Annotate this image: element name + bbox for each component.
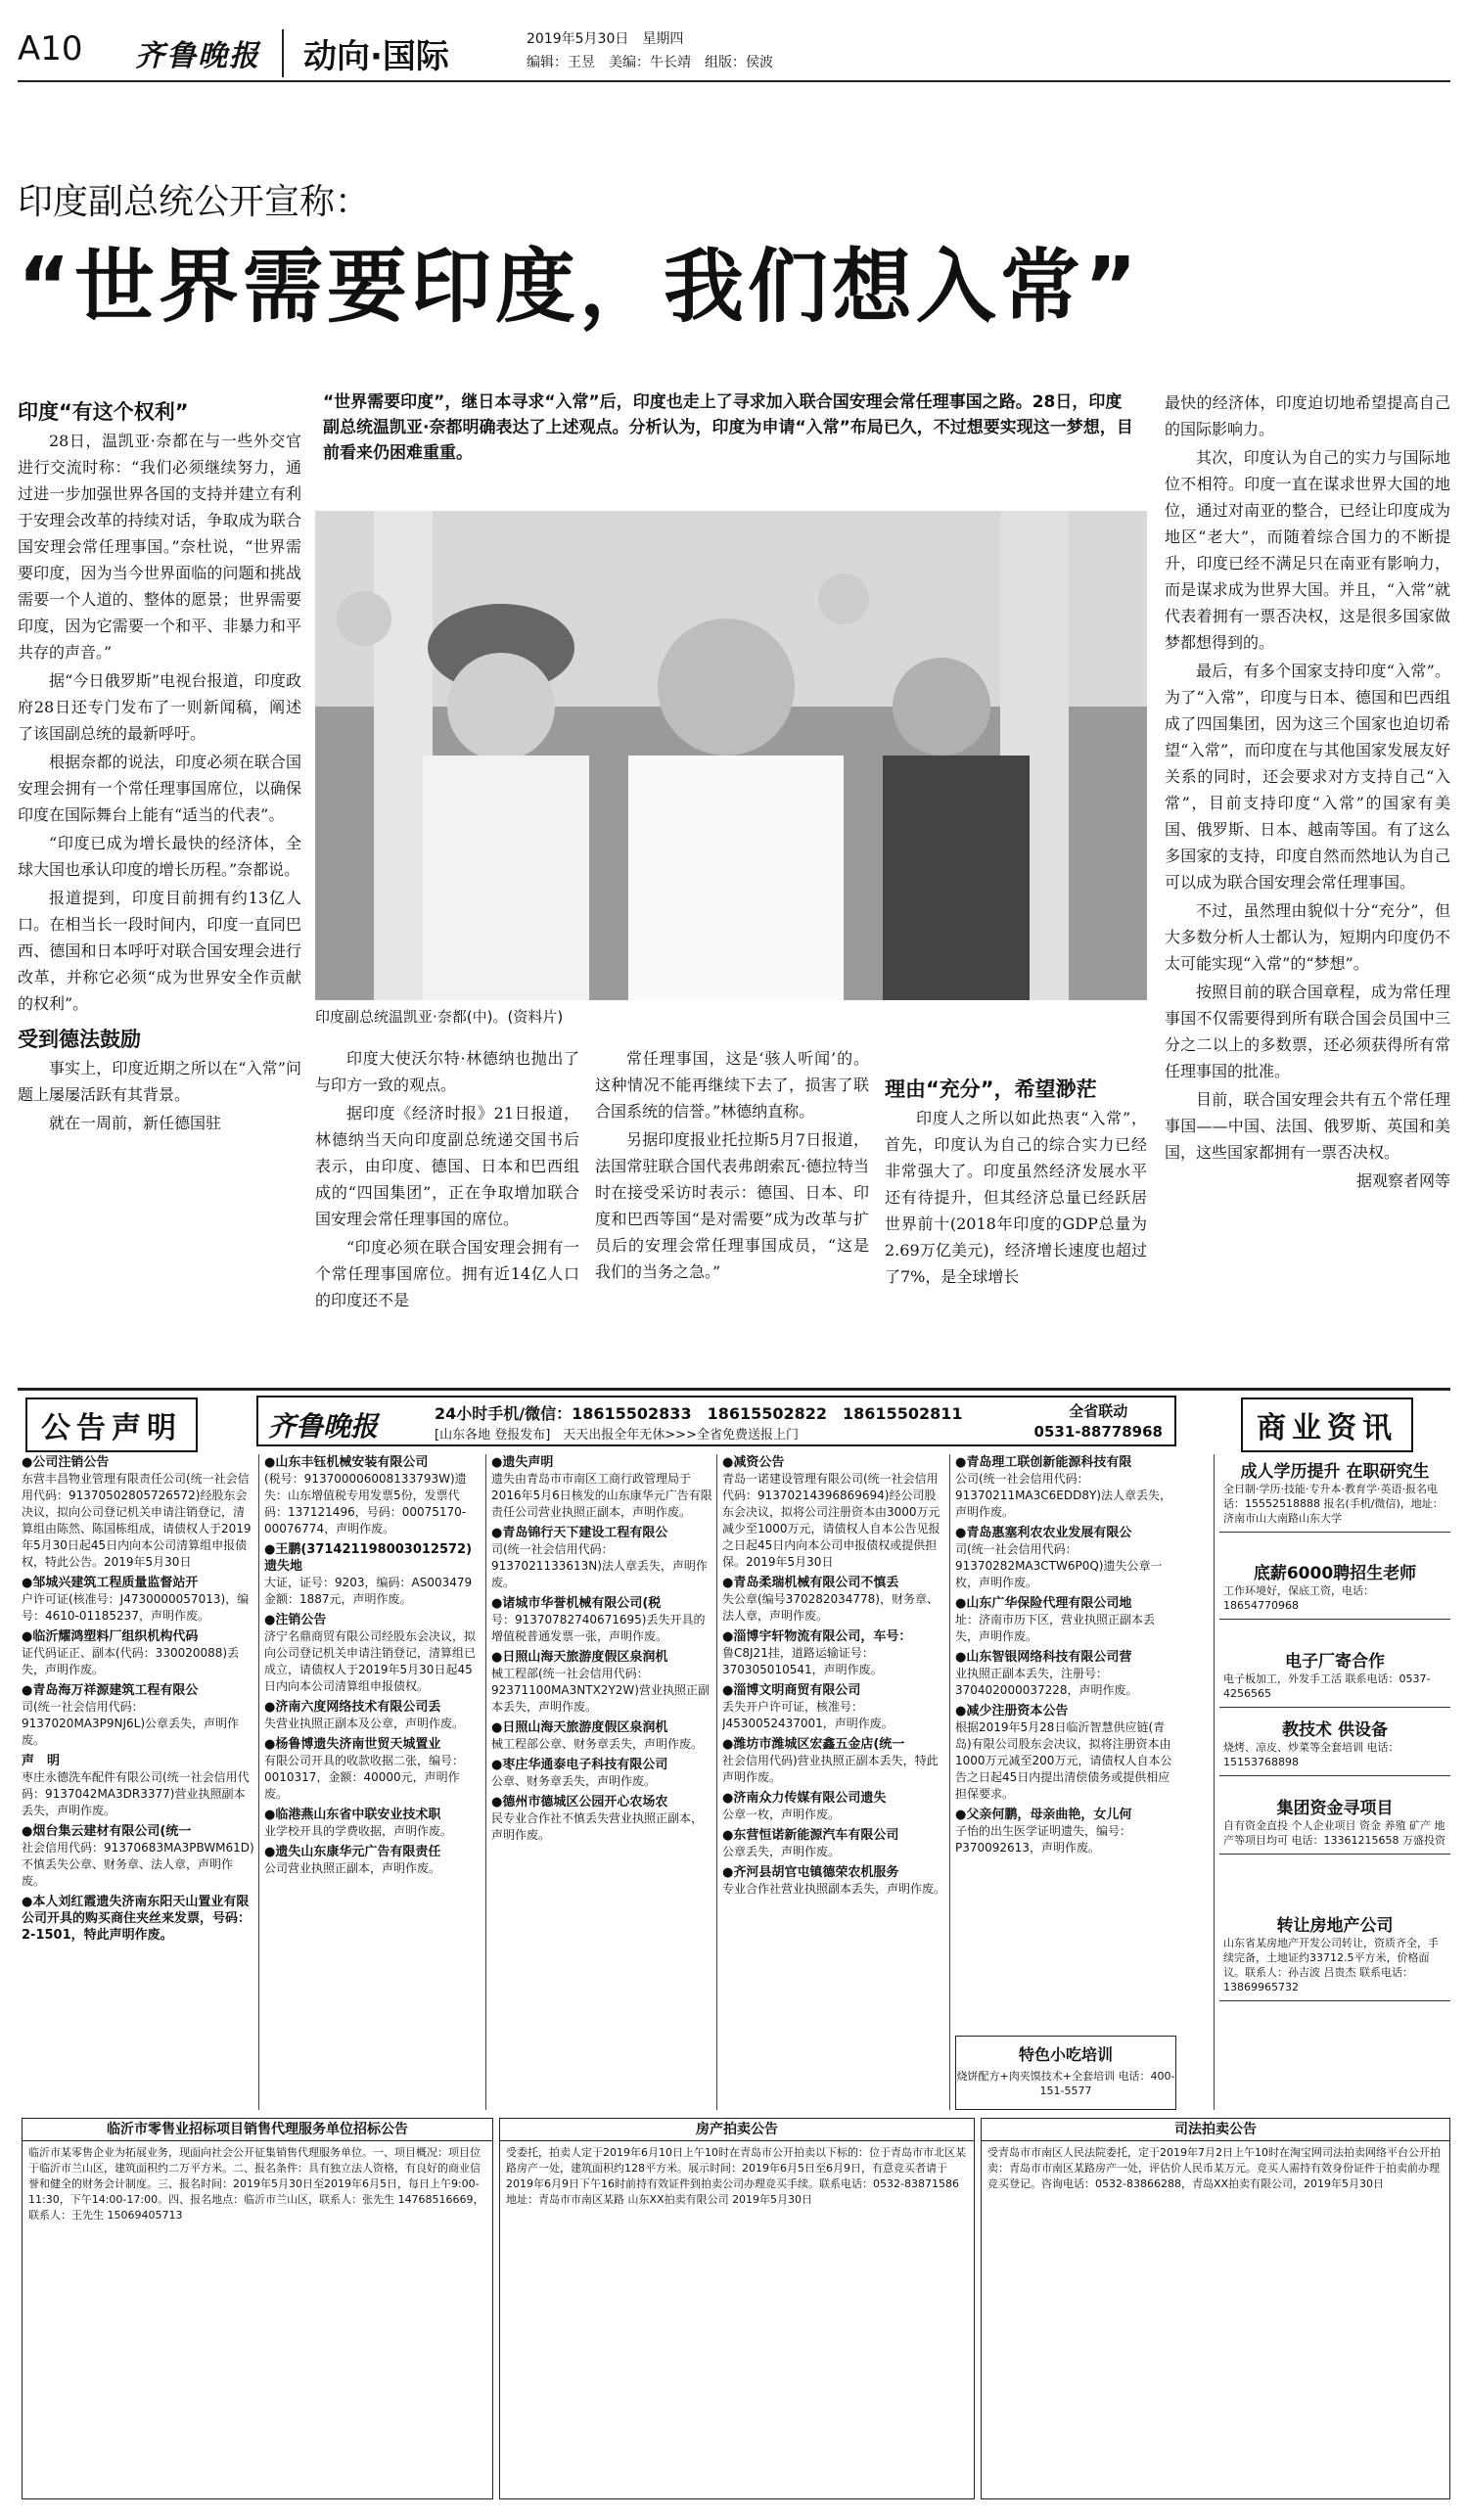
business-ad-title: 转让房地产公司 bbox=[1276, 1916, 1394, 1936]
business-ad-body: 山东省某房地产开发公司转让，资质齐全，手续完备，土地证约33712.5平方米，价格面议。联系人：孙吉波 吕贵杰 联系电话：13869965732 bbox=[1223, 1937, 1439, 1993]
notice-item bbox=[722, 1454, 945, 1571]
business-ad bbox=[1219, 1791, 1450, 1855]
notice-title: ●德州市德城区公园开心农场农 bbox=[491, 1795, 668, 1810]
notice-item bbox=[264, 1612, 482, 1695]
notice-body: 根据2019年5月28日临沂智慧供应链(青岛)有限公司股东会决议，拟将注册资本由1000万元减至200万元，请债权人自本公告之日起45日内提出清偿债务或提供相应担保要求。 bbox=[955, 1720, 1172, 1801]
bottom-notice bbox=[981, 2118, 1450, 2499]
notice-item bbox=[722, 1790, 945, 1823]
notice-body: 证代码证正、副本(代码：330020088)丢失，声明作废。 bbox=[22, 1646, 240, 1676]
notice-body: 械工程部(统一社会信用代码：92371100MA3NTX2Y2W)营业执照正副本丢失，声明作废。 bbox=[491, 1667, 710, 1714]
notice-title: ●父亲何鹏，母亲曲艳，女儿何 bbox=[955, 1808, 1132, 1822]
notice-title: ●枣庄华通泰电子科技有限公司 bbox=[491, 1758, 668, 1772]
notice-item bbox=[722, 1827, 945, 1860]
subhead-reasons: 理由“充分”，希望渺茫 bbox=[885, 1077, 1097, 1101]
paragraph: 28日，温凯亚·奈都在与一些外交官进行交流时称：“我们必须继续努力，通过进一步加强世界各国的支持并建立有利于安理会改革的持续对话，争取成为联合国安理会常任理事国。”奈杜说，“世界需要印度，因为当今世界面临的问题和挑战需要一个人道的、整体的愿景；世界需要印度，因为它需要一个和平、非暴力和平共存的声音。” bbox=[18, 432, 301, 662]
notice-item bbox=[264, 1454, 482, 1537]
notice-item bbox=[722, 1628, 945, 1678]
notice-title: ●山东广华保险代理有限公司地 bbox=[955, 1596, 1132, 1611]
bottom-notice-body: 受青岛市市南区人民法院委托，定于2019年7月2日上午10时在淘宝网司法拍卖网络平台公开拍卖：青岛市市南区某路房产一处，评估价人民币某万元。竞买人需持有效身份证件于拍卖前办理竞买登记。咨询电话：0532-83866288，青岛XX拍卖有限公司，2019年5月30日 bbox=[987, 2146, 1441, 2190]
notice-body: 司(统一社会信用代码：91370282MA3CTW6P0Q)遗失公章一枚，声明作废。 bbox=[955, 1542, 1163, 1589]
notice-item bbox=[722, 1736, 945, 1786]
notice-title: ●诸城市华誉机械有限公司(税 bbox=[491, 1596, 662, 1611]
notice-body: 大证，证号：9203，编码：AS003479金额：1887元，声明作废。 bbox=[264, 1576, 473, 1606]
notice-title: ●济南六度网络技术有限公司丢 bbox=[264, 1700, 441, 1715]
notice-item bbox=[264, 1807, 482, 1840]
section-title: 动向·国际 bbox=[282, 29, 449, 77]
business-ad-body: 全日制·学历·技能·专升本·教育学·英语·报名电话：15552518888 报名(手机/微信)，地址：济南市山大南路山东大学 bbox=[1223, 1483, 1444, 1525]
contact-bar bbox=[256, 1396, 1176, 1446]
training-body: 烧饼配方+肉夹馍技术+全套培训 电话：400-151-5577 bbox=[956, 2070, 1175, 2097]
bottom-notice-body: 受委托，拍卖人定于2019年6月10日上午10时在青岛市公开拍卖以下标的：位于青岛市市北区某路房产一处，建筑面积约128平方米。展示时间：2019年6月5日至6月9日，有意竞买者请于2019年6月9日下午16时前持有效证件到拍卖公司办理竞买手续。联系电话：0532-83871586 地址：青岛市市南区某路 山东XX拍卖有限公司 2019年5月30日 bbox=[506, 2146, 966, 2206]
headline: “世界需要印度，我们想入常” bbox=[18, 241, 1141, 334]
notice-item bbox=[491, 1649, 712, 1716]
notice-body: 业学校开具的学费收据，声明作废。 bbox=[264, 1824, 453, 1838]
business-ad-title: 教技术 供设备 bbox=[1282, 1720, 1388, 1740]
article-column-3 bbox=[595, 1045, 869, 1287]
notice-item bbox=[264, 1736, 482, 1803]
subhead-right: 印度“有这个权利” bbox=[18, 400, 189, 424]
business-ad bbox=[1219, 1556, 1450, 1620]
notice-title: ●遗失声明 bbox=[491, 1455, 554, 1470]
paragraph: 另据印度报业托拉斯5月7日报道，法国常驻联合国代表弗朗索瓦·德拉特当时在接受采访时表示：德国、日本、印度和巴西等国“是对需要”成为改革与扩员后的安理会常任理事国成员，“这是我们的当务之急。” bbox=[595, 1130, 869, 1281]
notice-column-c bbox=[491, 1454, 712, 2110]
notice-body: 公章一枚，声明作废。 bbox=[722, 1808, 841, 1821]
notice-body: 失公章(编号370282034778)，财务章、法人章，声明作废。 bbox=[722, 1592, 939, 1623]
business-ad-body: 工作环境好，保底工资，电话：18654770968 bbox=[1223, 1584, 1374, 1612]
notice-item bbox=[264, 1541, 482, 1608]
notice-item bbox=[491, 1525, 712, 1591]
paragraph: 按照目前的联合国章程，成为常任理事国不仅需要得到所有联合国会员国中三分之二以上的多数票，还必须获得所有常任理事国的批准。 bbox=[1165, 983, 1450, 1080]
notice-body: 公章丢失，声明作废。 bbox=[722, 1845, 841, 1858]
paragraph: “印度必须在联合国安理会拥有一个常任理事国席位。拥有近14亿人口的印度还不是 bbox=[315, 1238, 579, 1309]
byline: 据观察者网等 bbox=[1355, 1171, 1450, 1190]
article-lead: “世界需要印度”，继日本寻求“入常”后，印度也走上了寻求加入联合国安理会常任理事国之路。28日，印度副总统温凯亚·奈都明确表达了上述观点。分析认为，印度为申请“入常”布局已久，不过想要实现这一梦想，目前看来仍困难重重。 bbox=[323, 392, 1133, 463]
notice-body: 东营丰昌物业管理有限责任公司(统一社会信用代码：91370502805726572)经股东会决议，拟向公司登记机关申请注销登记，清算组由陈然、陈国栋组成，请债权人于2019年5月30日起45日内向本公司清算组申报债权，特此公告。2019年5月30日 bbox=[22, 1472, 252, 1569]
notice-item bbox=[22, 1454, 254, 1571]
notice-body: 公司营业执照正副本，声明作废。 bbox=[264, 1861, 441, 1875]
notice-item bbox=[955, 1525, 1176, 1591]
notice-title: ●烟台集云建材有限公司(统一 bbox=[22, 1824, 192, 1839]
page-number: A10 bbox=[18, 29, 83, 69]
notice-item bbox=[491, 1757, 712, 1790]
notice-title: ●临沂耀鸿塑料厂组织机构代码 bbox=[22, 1629, 199, 1644]
notice-title: ●青岛理工联创新能源科技有限 bbox=[955, 1455, 1132, 1470]
business-ad-title: 电子厂寄合作 bbox=[1285, 1652, 1385, 1672]
notice-body: 鲁C8J21挂，道路运输证号：370305010541，声明作废。 bbox=[722, 1646, 883, 1676]
notice-item bbox=[722, 1682, 945, 1732]
notice-body: 公司(统一社会信用代码：91370211MA3C6EDD8Y)法人章丢失，声明作废。 bbox=[955, 1472, 1171, 1519]
hotline-label: 全省联动 bbox=[1069, 1402, 1128, 1420]
divider bbox=[949, 1454, 950, 2110]
paragraph: 据“今日俄罗斯”电视台报道，印度政府28日还专门发布了一则新闻稿，阐述了该国副总统的最新呼吁。 bbox=[18, 671, 301, 743]
notice-item bbox=[955, 1595, 1176, 1645]
notice-item bbox=[955, 1703, 1176, 1803]
paragraph: 不过，虽然理由貌似十分“充分”，但大多数分析人士都认为，短期内印度仍不太可能实现“入常”的“梦想”。 bbox=[1165, 901, 1450, 973]
paragraph: 印度人之所以如此热衷“入常”，首先，印度认为自己的综合实力已经非常强大了。印度虽然经济发展水平还有待提升，但其经济总量已经跃居世界前十(2018年印度的GDP总量为2.69万亿美元)，经济增长速度也超过了7%，是全球增长 bbox=[885, 1109, 1147, 1286]
notice-title: ●淄博宇轩物流有限公司，车号： bbox=[722, 1629, 912, 1644]
notice-item bbox=[955, 1454, 1176, 1521]
photo-illustration bbox=[315, 511, 1147, 1000]
notice-body: 丢失开户许可证，核准号：J4530052437001，声明作废。 bbox=[722, 1700, 894, 1730]
date-line: 2019年5月30日 星期四 bbox=[527, 31, 684, 47]
notice-column-d bbox=[722, 1454, 945, 2110]
notice-title: ●青岛海万祥源建筑工程有限公 bbox=[22, 1683, 199, 1698]
notice-item bbox=[22, 1894, 254, 1944]
paragraph: 常任理事国，这是‘骇人听闻’的。这种情况不能再继续下去了，损害了联合国系统的信誉。”林德纳直称。 bbox=[595, 1049, 869, 1121]
notice-body: 失营业执照正副本及公章，声明作废。 bbox=[264, 1717, 465, 1730]
article-column-5 bbox=[1165, 389, 1450, 1196]
business-ad-body: 烧烤、凉皮、炒菜等全套培训 电话：15153768898 bbox=[1223, 1741, 1399, 1768]
notice-title: ●注销公告 bbox=[264, 1613, 327, 1627]
notice-column-b bbox=[264, 1454, 482, 2110]
notice-item bbox=[491, 1595, 712, 1645]
paragraph: 其次，印度认为自己的实力与国际地位不相符。印度一直在谋求世界大国的地位，通过对南亚的整合，已经让印度成为地区“老大”，而随着综合国力的不断提升，印度已经不满足只在南亚有影响力，而是谋求成为世界大国。并且，“入常”就代表着拥有一票否决权，这是很多国家做梦都想得到的。 bbox=[1165, 448, 1450, 652]
notice-title: ●东营恒诺新能源汽车有限公司 bbox=[722, 1828, 899, 1843]
notice-title: ●齐河县胡官屯镇德荣农机服务 bbox=[722, 1865, 899, 1880]
article-column-1 bbox=[18, 389, 301, 1138]
notice-section-title: 公告声明 bbox=[25, 1397, 198, 1452]
notice-title: ●潍坊市潍城区宏鑫五金店(统一 bbox=[722, 1737, 905, 1752]
notice-title: ●青岛惠塞利农农业发展有限公 bbox=[955, 1526, 1132, 1540]
notice-body: 社会信用代码)营业执照正副本丢失，特此声明作废。 bbox=[722, 1754, 939, 1784]
notice-item bbox=[264, 1844, 482, 1877]
notice-item bbox=[22, 1682, 254, 1749]
divider bbox=[485, 1454, 486, 2110]
paragraph: 据印度《经济时报》21日报道，林德纳当天向印度副总统递交国书后表示，由印度、德国、日本和巴西组成的“四国集团”，正在争取增加联合国安理会常任理事国的席位。 bbox=[315, 1104, 579, 1228]
bottom-notice-title: 临沂市零售业招标项目销售代理服务单位招标公告 bbox=[23, 2119, 492, 2141]
contact-slogan: [山东各地 登报发布] 天天出报全年无休>>>全省免费送报上门 bbox=[435, 1428, 799, 1443]
bottom-notice-body: 临沂市某零售企业为拓展业务，现面向社会公开征集销售代理服务单位。一、项目概况：项目位于临沂市兰山区，建筑面积约二万平方米。二、报名条件：具有独立法人资格，有良好的商业信誉和健全的财务会计制度。三、报名时间：2019年5月30日至2019年6月5日，每日上午9:00-11:30，下午14:00-17:00。四、报名地点：临沂市兰山区，联系人：张先生 14768516669，联系人：王先生 15069405713 bbox=[28, 2146, 484, 2222]
business-ad bbox=[1219, 1713, 1450, 1776]
notice-column-a bbox=[22, 1454, 254, 2110]
notice-title: ●遗失山东康华元广告有限责任 bbox=[264, 1845, 441, 1859]
paragraph: 报道提到，印度目前拥有约13亿人口。在相当长一段时间内，印度一直同巴西、德国和日本呼吁对联合国安理会进行改革，并称它必须“成为世界安全作贡献的权利”。 bbox=[18, 889, 301, 1013]
notice-item bbox=[955, 1649, 1176, 1699]
notice-item bbox=[22, 1823, 254, 1890]
photo-caption: 印度副总统温凯亚·奈都(中)。(资料片) bbox=[315, 1008, 564, 1026]
notice-item bbox=[264, 1699, 482, 1732]
notice-title: ●青岛柔瑞机械有限公司不慎丢 bbox=[722, 1576, 899, 1590]
business-ad bbox=[1219, 1908, 1450, 2001]
notice-title: ●日照山海天旅游度假区泉润机 bbox=[491, 1650, 668, 1665]
editors-info bbox=[527, 27, 773, 74]
notice-title: 声 明 bbox=[22, 1754, 61, 1768]
article-column-2 bbox=[315, 1045, 579, 1315]
notice-title: ●本人刘红霞遗失济南东阳天山置业有限公司开具的购买商住夹丝来发票，号码：2-1501，特此声明作废。 bbox=[22, 1895, 252, 1943]
notice-title: ●减资公告 bbox=[722, 1455, 785, 1470]
notice-title: ●日照山海天旅游度假区泉润机 bbox=[491, 1720, 668, 1735]
notice-body: 械工程部公章、财务章丢失，声明作废。 bbox=[491, 1737, 704, 1751]
notice-body: 司(统一社会信用代码：9137020MA3P9NJ6L)公章丢失，声明作废。 bbox=[22, 1700, 240, 1747]
bottom-notice bbox=[499, 2118, 975, 2499]
bottom-notice-title: 房产拍卖公告 bbox=[500, 2119, 974, 2141]
business-ad bbox=[1219, 1644, 1450, 1708]
notice-body: 民专业合作社不慎丢失营业执照正副本，声明作废。 bbox=[491, 1811, 704, 1842]
notice-item bbox=[722, 1864, 945, 1898]
notice-body: 业执照正副本丢失，注册号：370402000037228，声明作废。 bbox=[955, 1667, 1138, 1697]
notice-body: 公章、财务章丢失，声明作废。 bbox=[491, 1774, 657, 1788]
subhead-encouragement: 受到德法鼓励 bbox=[18, 1028, 141, 1051]
contact-logo: 齐鲁晚报 bbox=[268, 1410, 379, 1443]
notice-title: ●邹城兴建筑工程质量监督站开 bbox=[22, 1576, 199, 1590]
business-ad-title: 成人学历提升 在职研究生 bbox=[1240, 1462, 1430, 1482]
notice-body: 济宁名鼎商贸有限公司经股东会决议，拟向公司登记机关申请注销登记，清算组已成立，请债权人于2019年5月30日起45日内向本公司清算组申报债权。 bbox=[264, 1629, 477, 1693]
notice-title: ●青岛锦行天下建设工程有限公 bbox=[491, 1526, 668, 1540]
notice-body: 遗失由青岛市市南区工商行政管理局于2016年5月6日核发的山东康华元广告有限责任公司营业执照正副本，声明作废。 bbox=[491, 1472, 712, 1519]
notice-body: (税号：913700006008133793W)遗失：山东增值税专用发票5份，发票代码：137121496，号码：00075170-00076774，声明作废。 bbox=[264, 1472, 467, 1535]
hotline bbox=[1034, 1401, 1163, 1443]
bottom-notice bbox=[22, 2118, 493, 2499]
business-section-title: 商业资讯 bbox=[1241, 1397, 1413, 1452]
paragraph: 根据奈都的说法，印度必须在联合国安理会拥有一个常任理事国席位，以确保印度在国际舞台上能有“适当的代表”。 bbox=[18, 753, 301, 824]
notice-title: ●济南众力传媒有限公司遗失 bbox=[722, 1791, 887, 1806]
notice-item bbox=[491, 1719, 712, 1753]
notice-title: ●山东智银网络科技有限公司营 bbox=[955, 1650, 1132, 1665]
contact-phones: 24小时手机/微信：18615502833 18615502822 18615502811 bbox=[435, 1404, 963, 1423]
training-ad bbox=[955, 2036, 1176, 2110]
notice-body: 司(统一社会信用代码：9137021133613N)法人章丢失，声明作废。 bbox=[491, 1542, 708, 1589]
notice-item bbox=[22, 1753, 254, 1819]
notice-title: ●减少注册资本公告 bbox=[955, 1704, 1069, 1718]
headline-kicker: 印度副总统公开宣称： bbox=[18, 182, 371, 222]
paragraph: 印度大使沃尔特·林德纳也抛出了与印方一致的观点。 bbox=[315, 1049, 579, 1094]
paragraph: 就在一周前，新任德国驻 bbox=[49, 1114, 222, 1132]
divider bbox=[1214, 1454, 1215, 2110]
training-title: 特色小吃培训 bbox=[1018, 2045, 1113, 2064]
notice-body: 青岛一诺建设管理有限公司(统一社会信用代码：91370214396869694)经公司股东会决议，拟将公司注册资本由3000万元减少至1000万元，请债权人自本公告见报之日起45日内向本公司申报债权或提供担保。2019年5月30日 bbox=[722, 1472, 940, 1569]
notice-body: 专业合作社营业执照副本丢失，声明作废。 bbox=[722, 1882, 945, 1896]
notice-title: ●公司注销公告 bbox=[22, 1455, 110, 1470]
notice-item bbox=[22, 1575, 254, 1625]
notice-body: 址：济南市历下区，营业执照正副本丢失，声明作废。 bbox=[955, 1613, 1156, 1643]
business-ad-title: 底薪6000聘招生老师 bbox=[1253, 1564, 1417, 1583]
newspaper-logo: 齐鲁晚报 bbox=[135, 39, 260, 73]
hotline-number: 0531-88778968 bbox=[1033, 1423, 1163, 1441]
bottom-notice-title: 司法拍卖公告 bbox=[982, 2119, 1449, 2141]
paragraph: 最快的经济体，印度迫切地希望提高自己的国际影响力。 bbox=[1165, 393, 1450, 438]
notice-title: ●杨鲁博遗失济南世贸天城置业 bbox=[264, 1737, 441, 1752]
paragraph: 事实上，印度近期之所以在“入常”问题上屡屡活跃有其背景。 bbox=[18, 1059, 301, 1104]
notice-item bbox=[955, 1807, 1176, 1856]
business-ad-title: 集团资金寻项目 bbox=[1276, 1799, 1394, 1818]
notice-title: ●临港燕山东省中联安业技术职 bbox=[264, 1808, 441, 1822]
notice-item bbox=[722, 1575, 945, 1625]
notice-body: 号：91370782740671695)丢失开具的增值税普通发票一张，声明作废。 bbox=[491, 1613, 706, 1643]
divider bbox=[716, 1454, 717, 2110]
business-ad-body: 自有资金直投 个人企业项目 资金 养殖 矿产 地产等项目均可 电话：13361215658 万盛投资 bbox=[1223, 1819, 1445, 1847]
notice-body: 子怡的出生医学证明遗失，编号：P370092613，声明作废。 bbox=[955, 1824, 1132, 1855]
paragraph: 最后，有多个国家支持印度“入常”。为了“入常”，印度与日本、德国和巴西组成了四国集团，因为这三个国家也迫切希望“入常”，而印度在与其他国家发展友好关系的同时，还会要求对方支持自己“入常”，目前支持印度“入常”的国家有美国、俄罗斯、日本、越南等国。有了这么多国家的支持，印度自然而然地认为自己可以成为联合国安理会常任理事国。 bbox=[1165, 662, 1450, 892]
notice-body: 枣庄永德洗车配件有限公司(统一社会信用代码：9137042MA3DR3377)营业执照副本丢失，声明作废。 bbox=[22, 1770, 250, 1817]
masthead bbox=[18, 22, 1450, 82]
business-ad bbox=[1219, 1454, 1450, 1533]
notice-title: ●山东丰钰机械安装有限公司 bbox=[264, 1455, 429, 1470]
editors-line: 编辑：王昱 美编：牛长靖 组版：侯波 bbox=[527, 55, 773, 70]
paragraph: “印度已成为增长最快的经济体，全球大国也承认印度的增长历程。”奈都说。 bbox=[18, 834, 301, 879]
article-photo bbox=[315, 511, 1147, 1000]
notice-title: ●王鹏(371421198003012572)遗失地 bbox=[264, 1542, 473, 1574]
notice-body: 有限公司开具的收款收据二张，编号：0010317，金额：40000元，声明作废。 bbox=[264, 1754, 465, 1801]
notice-body: 户许可证(核准号：J4730000057013)，编号：4610-01185237，声明作废。 bbox=[22, 1592, 250, 1623]
divider bbox=[258, 1454, 259, 2110]
notice-body: 社会信用代码：91370683MA3PBWM61D)不慎丢失公章、财务章、法人章，声明作废。 bbox=[22, 1841, 254, 1888]
notice-item bbox=[22, 1628, 254, 1678]
paragraph: 目前，联合国安理会共有五个常任理事国——中国、法国、俄罗斯、英国和美国，这些国家都拥有一票否决权。 bbox=[1165, 1090, 1450, 1162]
notice-column-e bbox=[955, 1454, 1176, 2032]
article-column-4 bbox=[885, 1067, 1147, 1292]
notice-item bbox=[491, 1454, 712, 1521]
notice-title: ●淄博文明商贸有限公司 bbox=[722, 1683, 861, 1698]
notice-item bbox=[491, 1794, 712, 1844]
business-ad-body: 电子板加工，外发手工活 联系电话：0537-4256565 bbox=[1223, 1672, 1431, 1700]
